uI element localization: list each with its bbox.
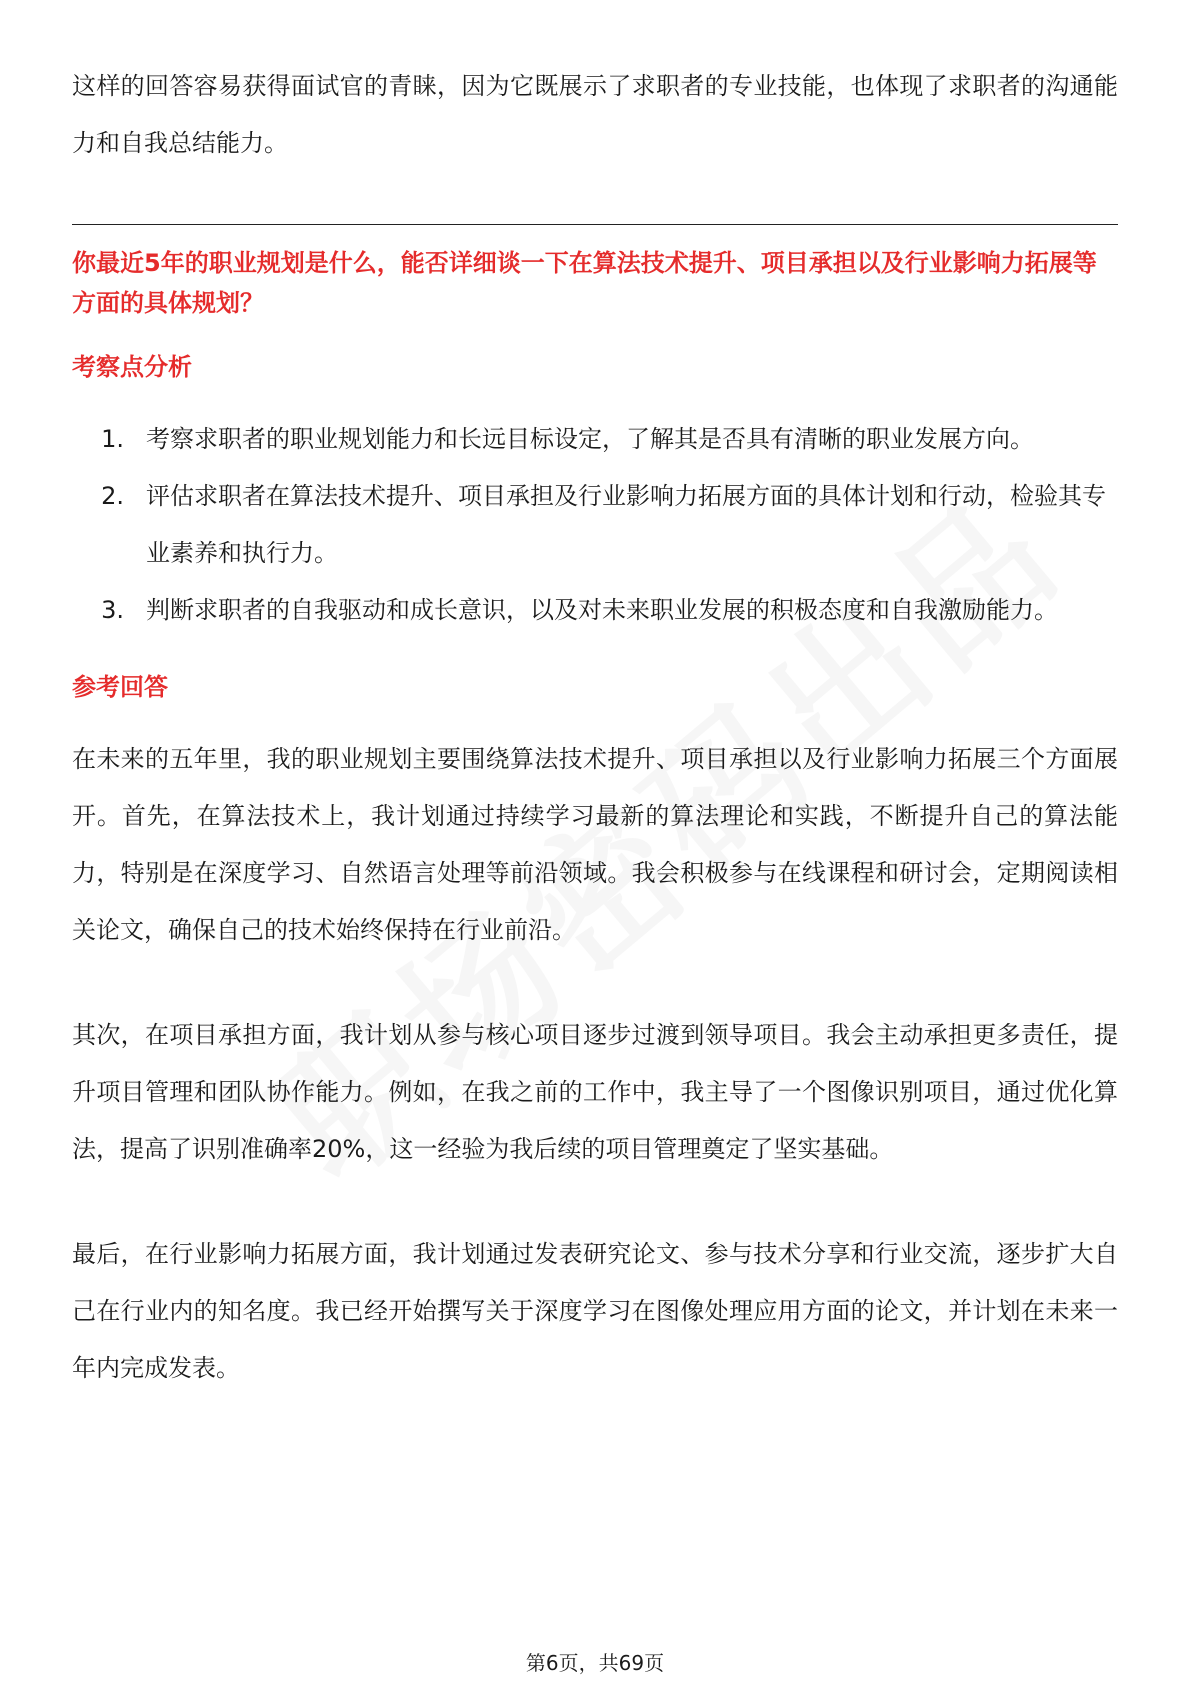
page-number-footer: 第6页，共69页	[525, 1651, 665, 1675]
list-item	[72, 468, 1118, 582]
list-item-number: 2.	[101, 482, 124, 510]
answer-paragraph-1: 在未来的五年里，我的职业规划主要围绕算法技术提升、项目承担以及行业影响力拓展三个方面展开。首先，在算法技术上，我计划通过持续学习最新的算法理论和实践，不断提升自己的算法能力，特别是在深度学习、自然语言处理等前沿领域。我会积极参与在线课程和研讨会，定期阅读相关论文，确保自己的技术始终保持在行业前沿。	[72, 745, 1118, 944]
answer-paragraph-3: 最后，在行业影响力拓展方面，我计划通过发表研究论文、参与技术分享和行业交流，逐步扩大自己在行业内的知名度。我已经开始撰写关于深度学习在图像处理应用方面的论文，并计划在未来一年内完成发表。	[72, 1240, 1118, 1382]
list-item-text: 判断求职者的自我驱动和成长意识，以及对未来职业发展的积极态度和自我激励能力。	[146, 596, 1058, 624]
list-item-text: 评估求职者在算法技术提升、项目承担及行业影响力拓展方面的具体计划和行动，检验其专业素养和执行力。	[146, 482, 1106, 567]
section-divider	[72, 224, 1118, 225]
question-title: 你最近5年的职业规划是什么，能否详细谈一下在算法技术提升、项目承担以及行业影响力拓展等方面的具体规划？	[72, 249, 1097, 317]
list-item	[72, 411, 1118, 468]
list-item-number: 1.	[101, 425, 124, 453]
document-page	[72, 58, 1118, 1397]
list-item	[72, 582, 1118, 639]
analysis-list	[72, 411, 1118, 639]
analysis-heading: 考察点分析	[72, 353, 192, 381]
answer-paragraph-2: 其次，在项目承担方面，我计划从参与核心项目逐步过渡到领导项目。我会主动承担更多责任，提升项目管理和团队协作能力。例如，在我之前的工作中，我主导了一个图像识别项目，通过优化算法，提高了识别准确率20%，这一经验为我后续的项目管理奠定了坚实基础。	[72, 1021, 1118, 1163]
intro-paragraph: 这样的回答容易获得面试官的青睐，因为它既展示了求职者的专业技能，也体现了求职者的沟通能力和自我总结能力。	[72, 72, 1118, 157]
list-item-text: 考察求职者的职业规划能力和长远目标设定，了解其是否具有清晰的职业发展方向。	[146, 425, 1034, 453]
list-item-number: 3.	[101, 596, 124, 624]
answer-heading: 参考回答	[72, 673, 168, 701]
